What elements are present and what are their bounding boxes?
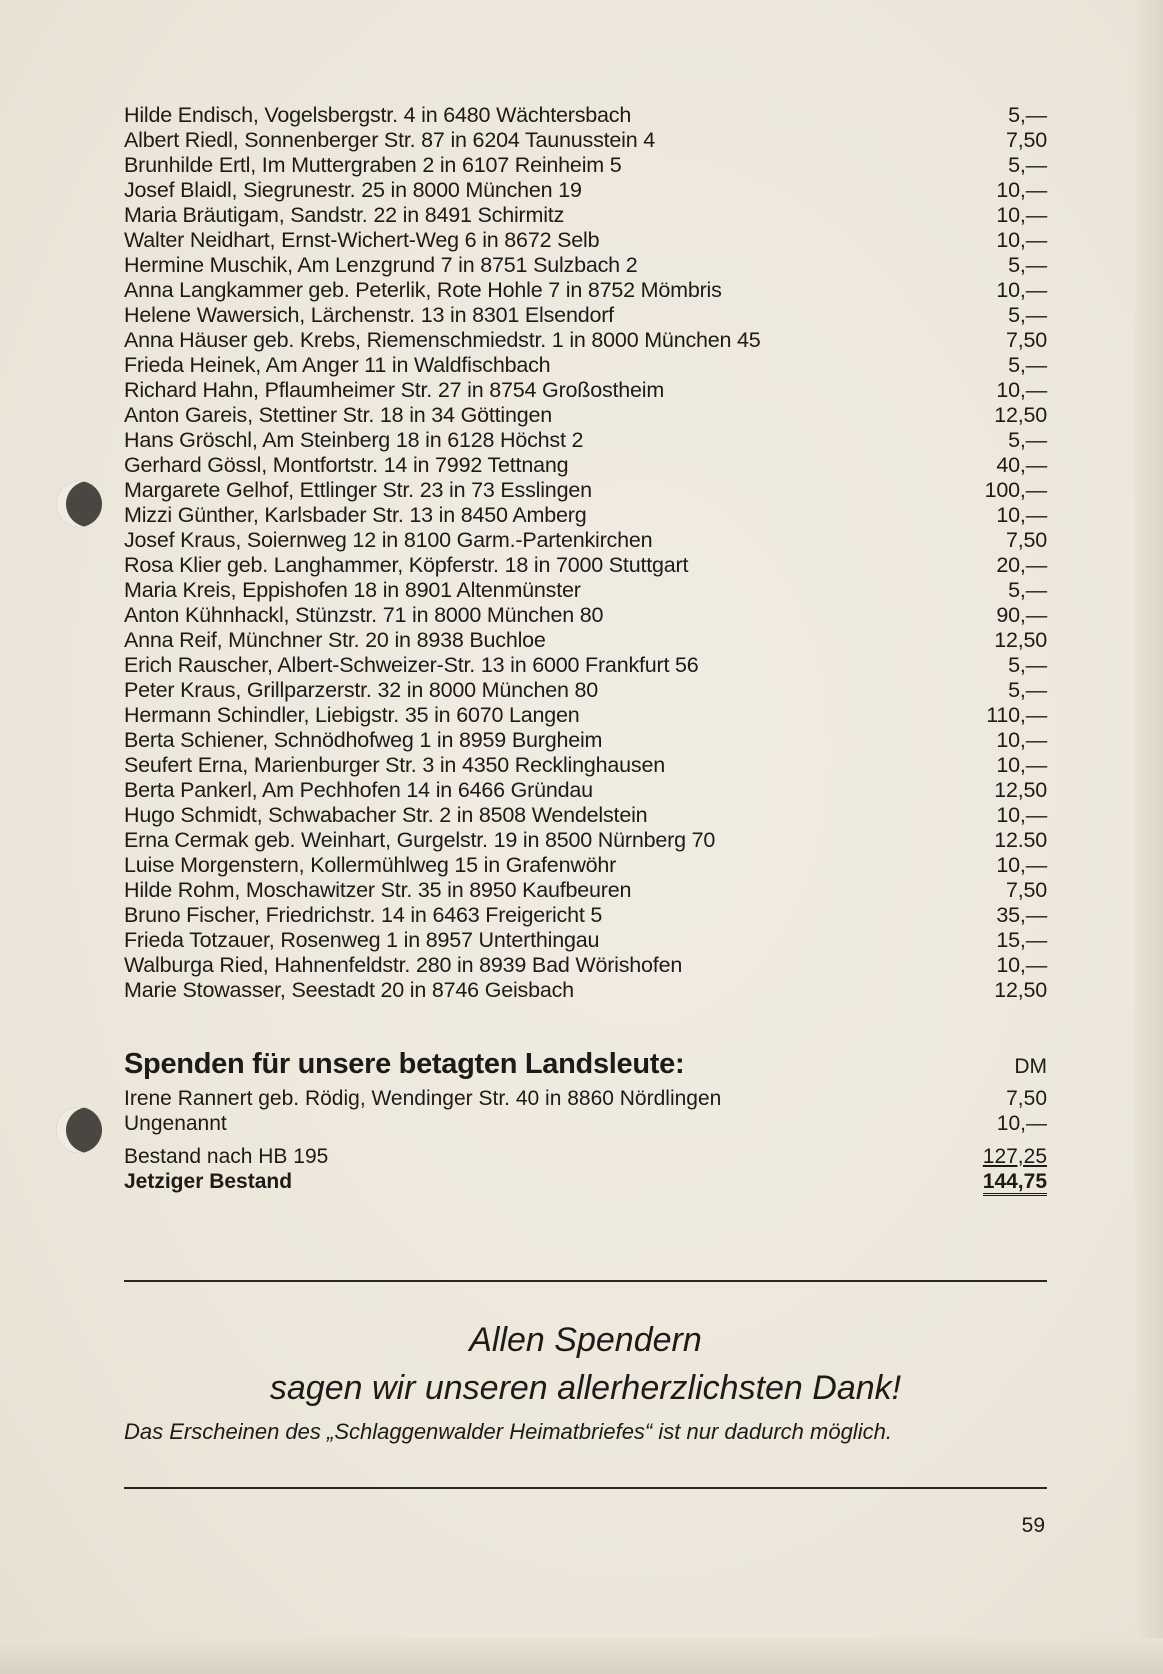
donor-name: Hilde Rohm, Moschawitzer Str. 35 in 8950 Kaufbeuren (124, 878, 632, 902)
section-row (124, 1111, 1047, 1136)
donor-row (124, 353, 1047, 378)
donor-list (124, 103, 1047, 1003)
donation-amount: 10,— (996, 378, 1047, 402)
donation-amount: 5,— (1008, 353, 1047, 377)
donation-amount: 100,— (984, 478, 1047, 502)
donation-amount: 10,— (996, 853, 1047, 877)
donor-name: Hilde Endisch, Vogelsbergstr. 4 in 6480 Wächtersbach (124, 103, 632, 127)
donor-row (124, 703, 1047, 728)
donor-name: Ungenannt (124, 1112, 227, 1135)
donor-name: Anna Reif, Münchner Str. 20 in 8938 Buchloe (124, 628, 546, 652)
donor-row (124, 778, 1047, 803)
donor-row (124, 578, 1047, 603)
elderly-donations-section (124, 1048, 1047, 1194)
donor-name: Margarete Gelhof, Ettlinger Str. 23 in 73 Esslingen (124, 478, 592, 502)
donor-row (124, 153, 1047, 178)
donor-name: Albert Riedl, Sonnenberger Str. 87 in 6204 Taunusstein 4 (124, 128, 656, 152)
donor-row (124, 878, 1047, 903)
donor-name: Anna Langkammer geb. Peterlik, Rote Hohle 7 in 8752 Mömbris (124, 278, 722, 302)
donation-amount: 5,— (1008, 303, 1047, 327)
donor-name: Frieda Heinek, Am Anger 11 in Waldfischbach (124, 353, 551, 377)
donor-row (124, 178, 1047, 203)
donation-amount: 7,50 (1006, 1087, 1047, 1110)
donation-amount: 20,— (996, 553, 1047, 577)
previous-balance-amount: 127,25 (982, 1145, 1047, 1168)
donor-row (124, 303, 1047, 328)
donation-amount: 10,— (996, 1112, 1047, 1135)
section-title: Spenden für unsere betagten Landsleute: (124, 1048, 685, 1080)
donor-name: Walburga Ried, Hahnenfeldstr. 280 in 8939 Bad Wörishofen (124, 953, 683, 977)
punch-hole-top (56, 481, 102, 527)
donor-row (124, 528, 1047, 553)
donor-row (124, 653, 1047, 678)
donor-name: Erich Rauscher, Albert-Schweizer-Str. 13 in 6000 Frankfurt 56 (124, 653, 699, 677)
section-row (124, 1086, 1047, 1111)
donor-name: Josef Kraus, Soiernweg 12 in 8100 Garm.-Partenkirchen (124, 528, 653, 552)
donor-row (124, 903, 1047, 928)
previous-balance-label: Bestand nach HB 195 (124, 1145, 329, 1168)
donation-amount: 40,— (996, 453, 1047, 477)
donor-name: Maria Kreis, Eppishofen 18 in 8901 Altenmünster (124, 578, 581, 602)
donor-row (124, 453, 1047, 478)
donor-name: Seufert Erna, Marienburger Str. 3 in 4350 Recklinghausen (124, 753, 665, 777)
donation-amount: 10,— (996, 953, 1047, 977)
donor-row (124, 953, 1047, 978)
donation-amount: 5,— (1008, 578, 1047, 602)
donation-amount: 90,— (996, 603, 1047, 627)
donor-row (124, 428, 1047, 453)
donor-row (124, 278, 1047, 303)
current-balance-amount: 144,75 (983, 1171, 1047, 1196)
donor-name: Gerhard Gössl, Montfortstr. 14 in 7992 Tettnang (124, 453, 569, 477)
donation-amount: 12,50 (994, 778, 1047, 802)
thanks-line-2: sagen wir unseren allerherzlichsten Dank! (269, 1369, 902, 1407)
donation-amount: 12,50 (994, 978, 1047, 1002)
currency-label: DM (1014, 1055, 1047, 1078)
donation-amount: 7,50 (1005, 878, 1047, 902)
donor-name: Irene Rannert geb. Rödig, Wendinger Str. 40 in 8860 Nördlingen (124, 1087, 722, 1110)
donor-row (124, 753, 1047, 778)
donor-name: Hermine Muschik, Am Lenzgrund 7 in 8751 Sulzbach 2 (124, 253, 638, 277)
thanks-block (124, 1316, 1047, 1412)
donation-amount: 10,— (996, 503, 1047, 527)
donor-row (124, 103, 1047, 128)
donor-name: Brunhilde Ertl, Im Muttergraben 2 in 6107 Reinheim 5 (124, 153, 622, 177)
divider-bottom (124, 1487, 1047, 1489)
donation-amount: 10,— (996, 178, 1047, 202)
donation-amount: 15,— (996, 928, 1047, 952)
donation-amount: 5,— (1008, 253, 1047, 277)
page-edge-bottom (0, 1638, 1163, 1674)
donor-name: Hugo Schmidt, Schwabacher Str. 2 in 8508 Wendelstein (124, 803, 648, 827)
donor-row (124, 678, 1047, 703)
donor-row (124, 328, 1047, 353)
publication-note: Das Erscheinen des „Schlaggenwalder Heimatbriefes“ ist nur dadurch möglich. (124, 1419, 892, 1444)
donor-row (124, 378, 1047, 403)
page-edge-right (1135, 0, 1163, 1674)
donation-amount: 10,— (996, 228, 1047, 252)
donation-amount: 5,— (1008, 653, 1047, 677)
donor-row (124, 503, 1047, 528)
section-header (124, 1048, 1047, 1086)
donor-name: Anton Kühnhackl, Stünzstr. 71 in 8000 München 80 (124, 603, 604, 627)
donor-name: Hermann Schindler, Liebigstr. 35 in 6070 Langen (124, 703, 580, 727)
donor-row (124, 228, 1047, 253)
donor-name: Erna Cermak geb. Weinhart, Gurgelstr. 19 in 8500 Nürnberg 70 (124, 828, 716, 852)
punch-hole-bottom (56, 1107, 102, 1153)
donor-row (124, 203, 1047, 228)
donor-name: Rosa Klier geb. Langhammer, Köpferstr. 18 in 7000 Stuttgart (124, 553, 689, 577)
donation-amount: 35,— (996, 903, 1047, 927)
donation-amount: 10,— (996, 803, 1047, 827)
donation-amount: 5,— (1008, 678, 1047, 702)
donor-row (124, 253, 1047, 278)
donor-row (124, 728, 1047, 753)
donation-amount: 110,— (986, 703, 1047, 727)
donation-amount: 12,50 (994, 628, 1047, 652)
donation-amount: 10,— (996, 278, 1047, 302)
donation-amount: 12.50 (994, 828, 1047, 852)
donor-row (124, 128, 1047, 153)
current-balance-label: Jetziger Bestand (124, 1170, 293, 1193)
donor-name: Marie Stowasser, Seestadt 20 in 8746 Geisbach (124, 978, 574, 1002)
donor-name: Anton Gareis, Stettiner Str. 18 in 34 Göttingen (124, 403, 553, 427)
donor-name: Bruno Fischer, Friedrichstr. 14 in 6463 Freigericht 5 (124, 903, 603, 927)
donation-amount: 5,— (1008, 103, 1047, 127)
donation-amount: 5,— (1008, 153, 1047, 177)
donor-name: Luise Morgenstern, Kollermühlweg 15 in Grafenwöhr (124, 853, 617, 877)
current-balance-row (124, 1169, 1047, 1194)
donor-name: Mizzi Günther, Karlsbader Str. 13 in 8450 Amberg (124, 503, 587, 527)
donor-row (124, 628, 1047, 653)
donor-name: Walter Neidhart, Ernst-Wichert-Weg 6 in 8672 Selb (124, 228, 600, 252)
donor-row (124, 828, 1047, 853)
donor-row (124, 553, 1047, 578)
divider-top (124, 1280, 1047, 1282)
donation-amount: 5,— (1008, 428, 1047, 452)
donor-name: Josef Blaidl, Siegrunestr. 25 in 8000 München 19 (124, 178, 582, 202)
donor-row (124, 853, 1047, 878)
thanks-line-1: Allen Spendern (469, 1321, 702, 1359)
donor-name: Berta Schiener, Schnödhofweg 1 in 8959 Burgheim (124, 728, 603, 752)
donor-name: Frieda Totzauer, Rosenweg 1 in 8957 Unterthingau (124, 928, 600, 952)
donor-name: Peter Kraus, Grillparzerstr. 32 in 8000 München 80 (124, 678, 599, 702)
donor-name: Hans Gröschl, Am Steinberg 18 in 6128 Höchst 2 (124, 428, 584, 452)
donor-name: Richard Hahn, Pflaumheimer Str. 27 in 8754 Großostheim (124, 378, 665, 402)
donor-name: Berta Pankerl, Am Pechhofen 14 in 6466 Gründau (124, 778, 593, 802)
donation-amount: 12,50 (994, 403, 1047, 427)
donation-amount: 7,50 (1005, 528, 1047, 552)
previous-balance-row (124, 1144, 1047, 1169)
donor-row (124, 978, 1047, 1003)
page-number: 59 (1021, 1514, 1045, 1537)
donor-name: Anna Häuser geb. Krebs, Riemenschmiedstr. 1 in 8000 München 45 (124, 328, 761, 352)
donation-amount: 10,— (996, 728, 1047, 752)
donation-amount: 7,50 (1005, 328, 1047, 352)
donation-amount: 7,50 (1005, 128, 1047, 152)
donor-row (124, 928, 1047, 953)
donor-name: Helene Wawersich, Lärchenstr. 13 in 8301 Elsendorf (124, 303, 614, 327)
donor-row (124, 803, 1047, 828)
donor-row (124, 603, 1047, 628)
donation-amount: 10,— (996, 203, 1047, 227)
donation-amount: 10,— (996, 753, 1047, 777)
donor-name: Maria Bräutigam, Sandstr. 22 in 8491 Schirmitz (124, 203, 565, 227)
donor-row (124, 478, 1047, 503)
donor-row (124, 403, 1047, 428)
